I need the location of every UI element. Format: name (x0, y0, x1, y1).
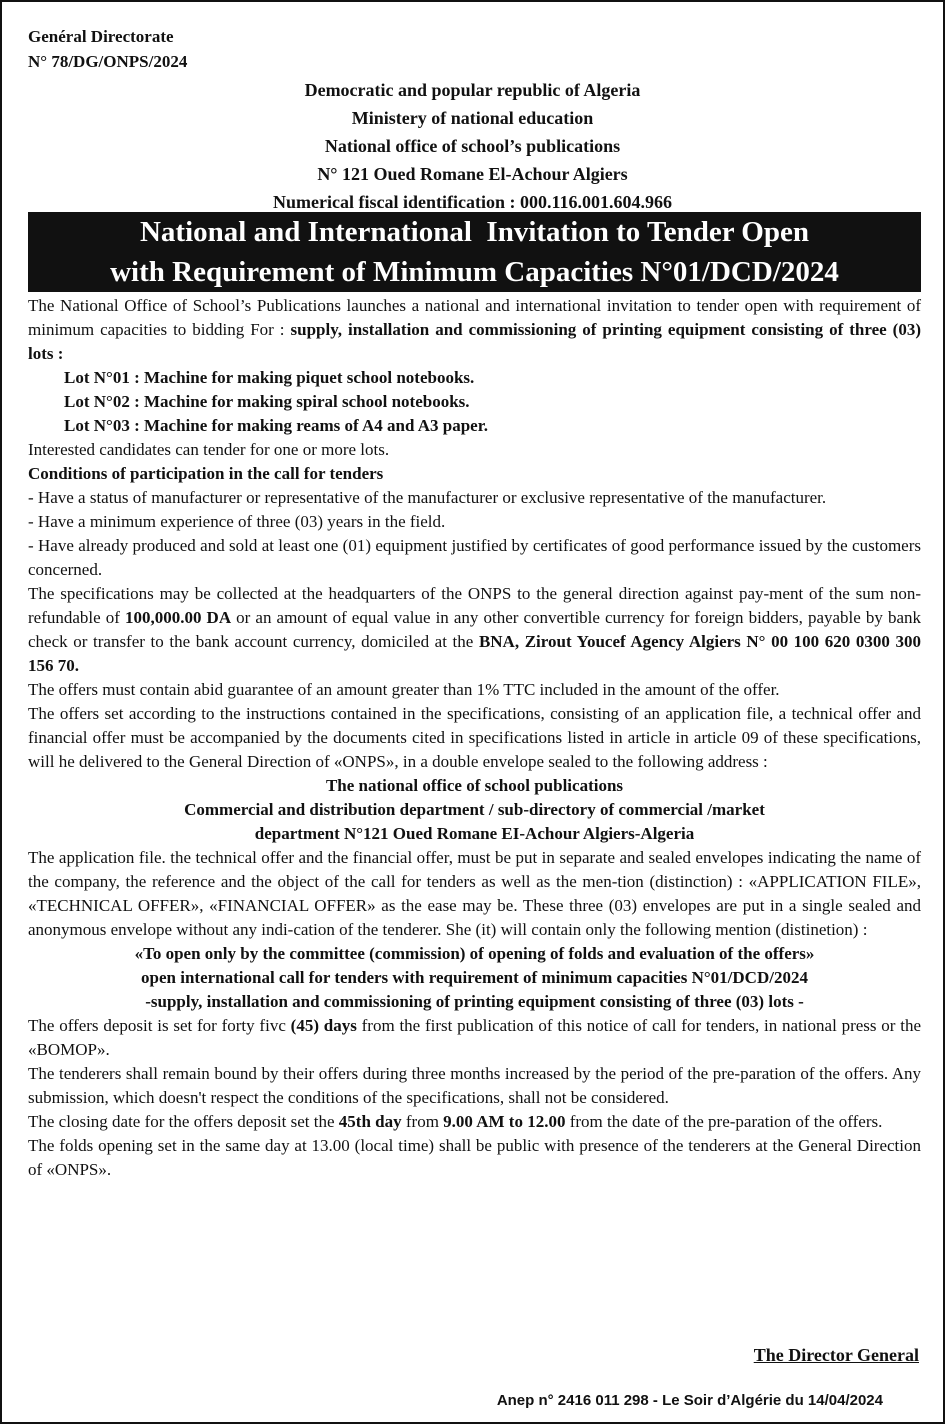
condition-item: - Have a minimum experience of three (03) years in the field. (28, 512, 446, 531)
offers-set-paragraph: The offers set according to the instructions contained in the specifications, consisting of an application file, a technical offer and financial offer must be accompanied by the documents cited in specifications listed in article in article 09 of these specifications, will he delivered to the General Direction of «ONPS», in a double envelope sealed to the following address : (28, 704, 921, 771)
application-file-paragraph: The application file. the technical offer and the financial offer, must be put in separate and sealed envelopes indicating the name of the company, the reference and the object of the call for tenders as well as the men-tion (distinction) : «APPLICATION FILE», «TECHNICAL OFFER», «FINANCIAL OFFER» as the ease may be. These three (03) envelopes are put in a single sealed and anonymous envelope without any indi-cation of the tenderer. She (it) will contain only the following mention (distinetion) : (28, 848, 921, 939)
signature: The Director General (753, 1345, 919, 1365)
title-banner (28, 212, 921, 292)
closing-text-2: from (401, 1112, 444, 1131)
intro-paragraph (28, 294, 921, 366)
reference-number: N° 78/DG/ONPS/2024 (28, 52, 188, 71)
issuer-office: National office of school’s publications (324, 136, 621, 156)
closing-day: 45th day (338, 1112, 402, 1131)
lot-item: Lot N°03 : Machine for making reams of A4 and A3 paper. (64, 416, 488, 435)
closing-paragraph (28, 1110, 921, 1134)
closing-text-3: from the date of the pre-paration of the offers. (565, 1112, 883, 1131)
opening-paragraph: The folds opening set in the same day at 13.00 (local time) shall be public with presence of the tenderers at the General Direction of «ONPS». (28, 1136, 921, 1179)
specifications-paragraph (28, 582, 921, 678)
deposit-text-2: from the first publication of this notice of call for tenders, in national press or the «BOMOP». (28, 1016, 921, 1059)
spec-text-2: or an amount of equal value in any other convertible currency for foreign bidders, payable by bank check or transfer to the bank account currency, domiciled at the (28, 608, 921, 651)
deposit-paragraph (28, 1014, 921, 1062)
deposit-days: (45) days (290, 1016, 357, 1035)
title-line-2: with Requirement of Minimum Capacities N°01/DCD/2024 (110, 256, 839, 288)
issuer-fiscal-id: Numerical fiscal identification : 000.116.001.604.966 (273, 192, 672, 212)
publication-footer: Anep n° 2416 011 298 - Le Soir d’Algérie du 14/04/2024 (496, 1392, 883, 1409)
address-line: department N°121 Oued Romane EI-Achour Algiers-Algeria (254, 824, 695, 843)
condition-item: - Have already produced and sold at least one (01) equipment justified by certificates of good performance issued by the customers concerned. (28, 536, 921, 579)
mention-line: open international call for tenders with requirement of minimum capacities N°01/DCD/2024 (141, 968, 808, 987)
spec-text: The specifications may be collected at the headquarters of the ONPS to the general direction against pay-ment of the sum non-refundable of (28, 584, 921, 627)
mention-line: -supply, installation and commissioning of printing equipment consisting of three (03) lots - (145, 992, 804, 1011)
title-line-1: National and International Invitation to Tender Open (139, 216, 809, 248)
spec-amount: 100,000.00 DA (124, 608, 232, 627)
lot-item: Lot N°02 : Machine for making spiral school notebooks. (64, 392, 470, 411)
mention-line: «To open only by the committee (commission) of opening of folds and evaluation of the offers» (134, 944, 815, 963)
condition-item: - Have a status of manufacturer or representative of the manufacturer or exclusive representative of the manufacturer. (28, 488, 827, 507)
issuer-republic: Democratic and popular republic of Algeria (304, 80, 641, 100)
issuer-block (2, 76, 943, 216)
lot-item: Lot N°01 : Machine for making piquet school notebooks. (64, 368, 475, 387)
guarantee-paragraph: The offers must contain abid guarantee of an amount greater than 1% TTC included in the amount of the offer. (28, 680, 780, 699)
closing-text: The closing date for the offers deposit set the (28, 1112, 339, 1131)
conditions-heading: Conditions of participation in the call for tenders (28, 464, 384, 483)
issuer-ministry: Ministery of national education (351, 108, 594, 128)
notice-body (28, 294, 921, 1182)
reference-block (28, 24, 187, 74)
intro-text: The National Office of School’s Publications launches a national and international invitation to tender open with requirement of minimum capacities to bidding For : (28, 296, 921, 339)
address-line: Commercial and distribution department / sub-directory of commercial /market (184, 800, 765, 819)
intro-object: supply, installation and commissioning of printing equipment consisting of three (03) lots : (28, 320, 921, 363)
address-line: The national office of school publications (325, 776, 624, 795)
directorate-label: Genéral Directorate (28, 27, 174, 46)
interested-paragraph: Interested candidates can tender for one or more lots. (28, 440, 390, 459)
bound-paragraph: The tenderers shall remain bound by their offers during three months increased by the period of the pre-paration of the offers. Any submission, which doesn't respect the conditions of the specifications, shall not be considered. (28, 1064, 921, 1107)
deposit-text: The offers deposit is set for forty fivc (28, 1016, 291, 1035)
closing-hours: 9.00 AM to 12.00 (443, 1112, 566, 1131)
spec-bank-account: BNA, Zirout Youcef Agency Algiers N° 00 100 620 0300 300 156 70. (28, 632, 922, 675)
issuer-address: N° 121 Oued Romane El-Achour Algiers (317, 164, 628, 184)
